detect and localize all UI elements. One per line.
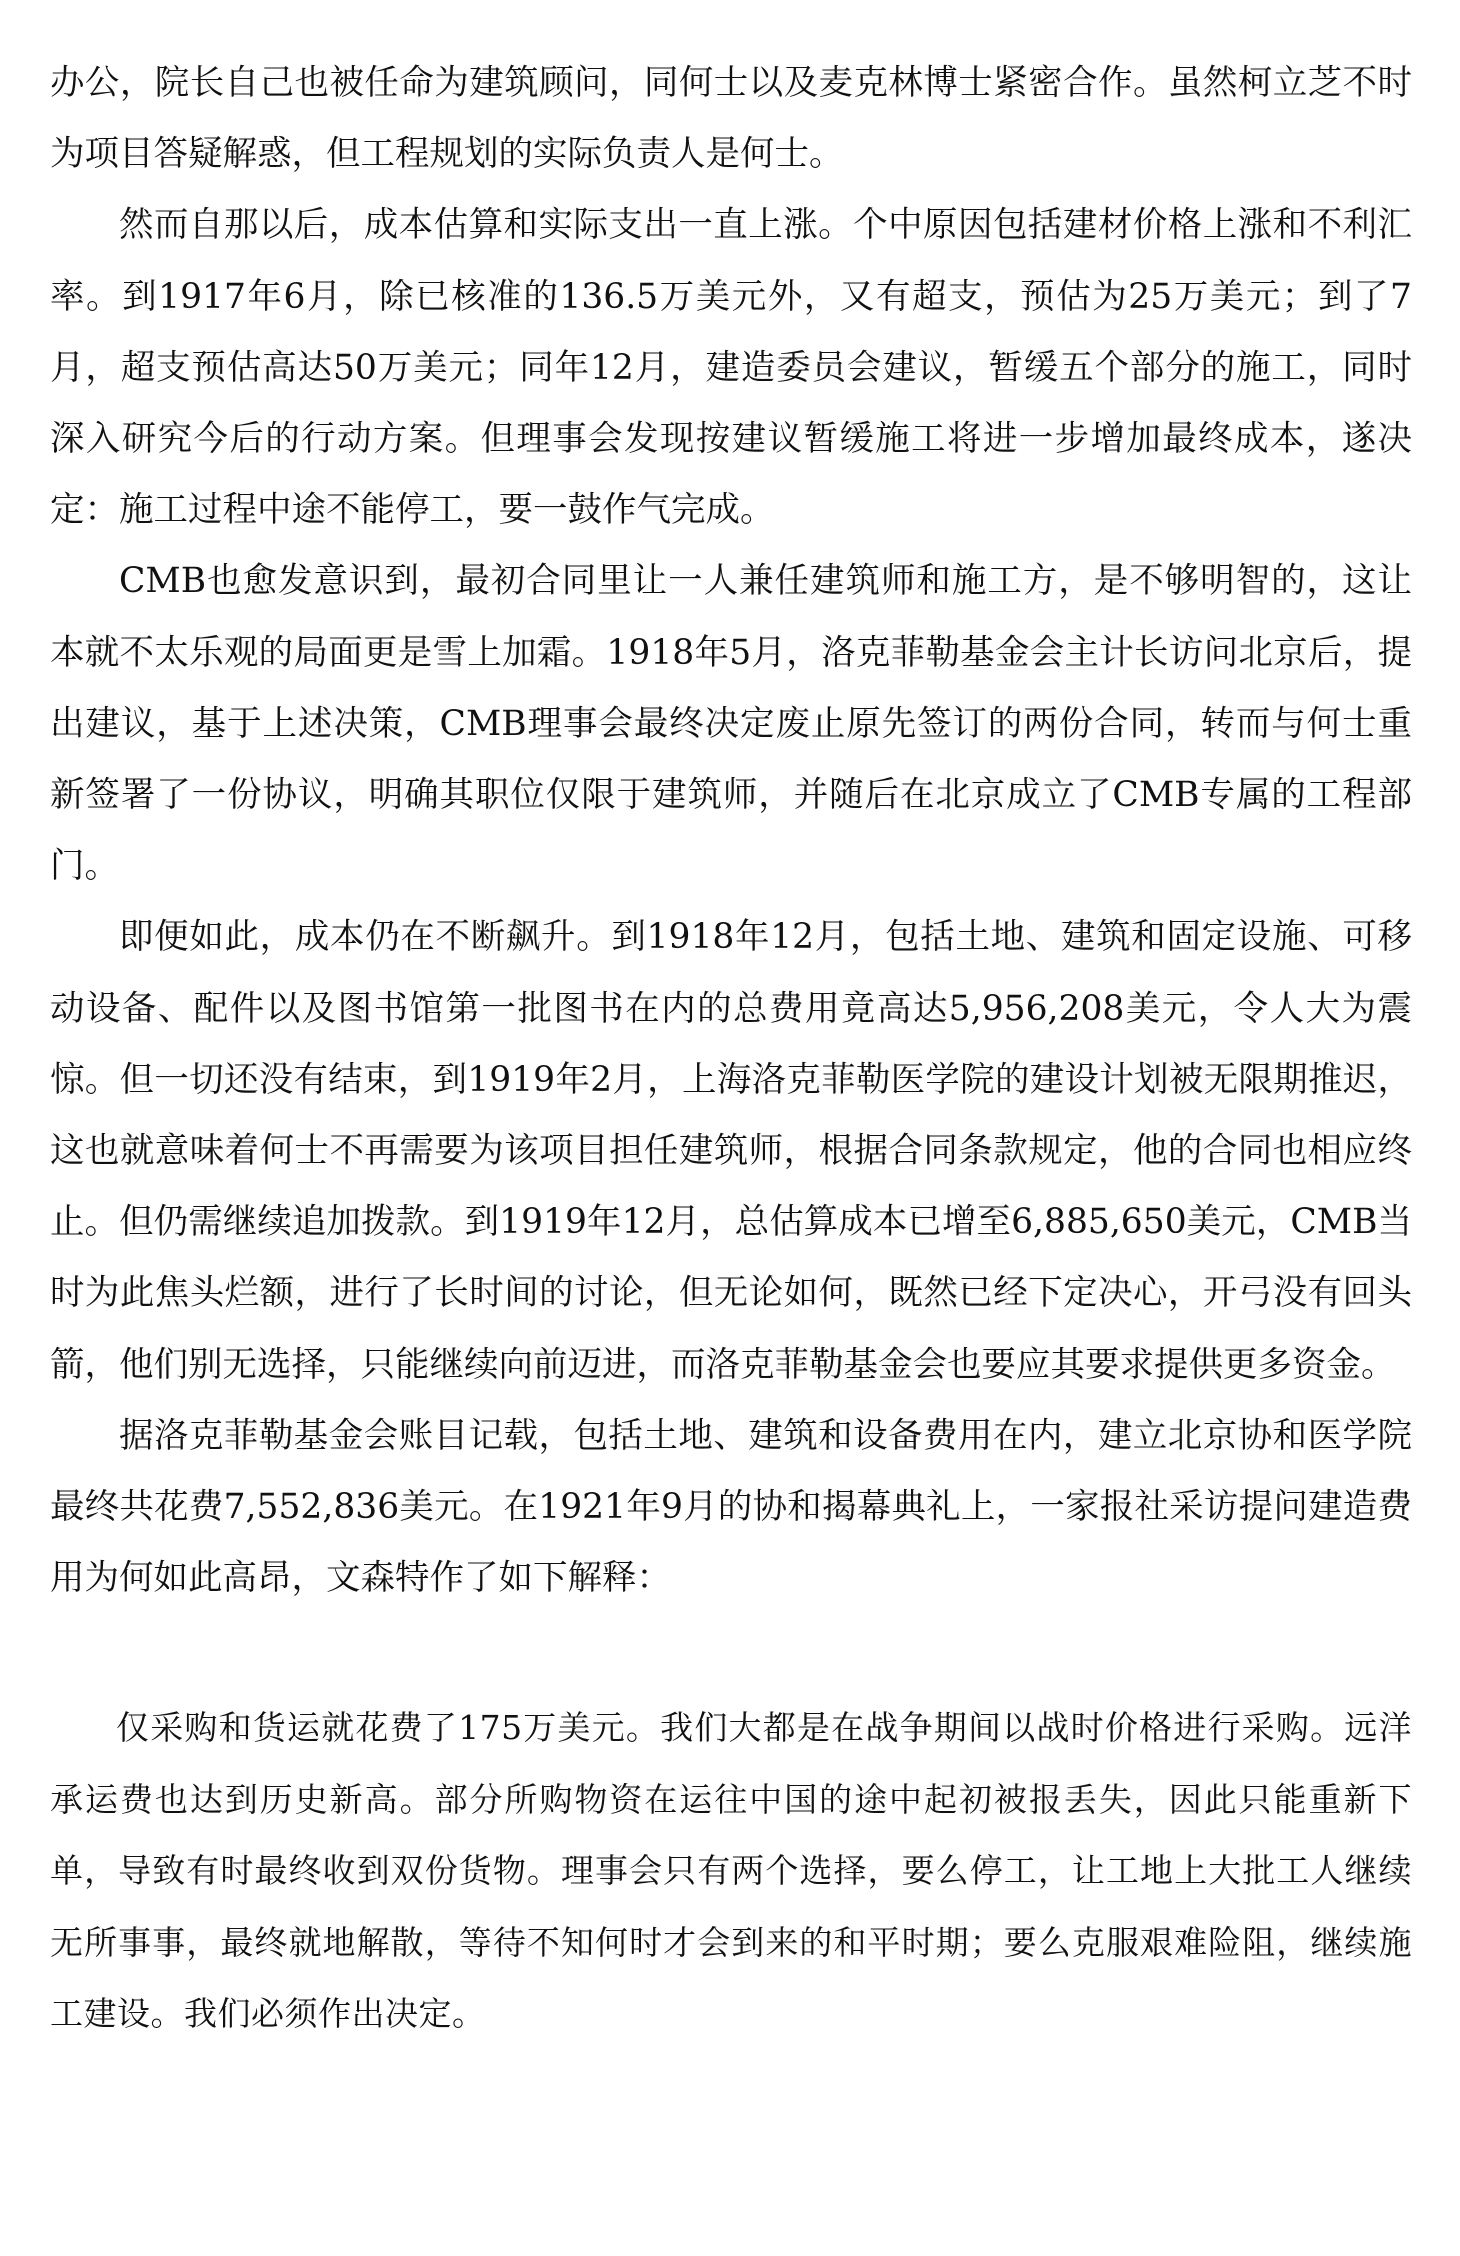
paragraph-5: 据洛克菲勒基金会账目记载，包括土地、建筑和设备费用在内，建立北京协和医学院最终共花费7,552,836美元。在1921年9月的协和揭幕典礼上，一家报社采访提问建造费用为何如此高昂，文森特作了如下解释： [50,1415,1412,1599]
paragraph-3: CMB也愈发意识到，最初合同里让一人兼任建筑师和施工方，是不够明智的，这让本就不太乐观的局面更是雪上加霜。1918年5月，洛克菲勒基金会主计长访问北京后，提出建议，基于上述决策，CMB理事会最终决定废止原先签订的两份合同，转而与何士重新签署了一份协议，明确其职位仅限于建筑师，并随后在北京成立了CMB专属的工程部门。 [50,561,1412,887]
block-quote: 仅采购和货运就花费了175万美元。我们大都是在战争期间以战时价格进行采购。远洋承运费也达到历史新高。部分所购物资在运往中国的途中起初被报丢失，因此只能重新下单，导致有时最终收到双份货物。理事会只有两个选择，要么停工，让工地上大批工人继续无所事事，最终就地解散，等待不知何时才会到来的和平时期；要么克服艰难险阻，继续施工建设。我们必须作出决定。 [50,1708,1412,2034]
quote-spacer [50,1614,1412,1692]
document-page [50,48,1412,2050]
paragraph-1: 办公，院长自己也被任命为建筑顾问，同何士以及麦克林博士紧密合作。虽然柯立芝不时为项目答疑解惑，但工程规划的实际负责人是何士。 [50,63,1412,175]
paragraph-2: 然而自那以后，成本估算和实际支出一直上涨。个中原因包括建材价格上涨和不利汇率。到1917年6月，除已核准的136.5万美元外，又有超支，预估为25万美元；到了7月，超支预估高达50万美元；同年12月，建造委员会建议，暂缓五个部分的施工，同时深入研究今后的行动方案。但理事会发现按建议暂缓施工将进一步增加最终成本，遂决定：施工过程中途不能停工，要一鼓作气完成。 [50,205,1412,531]
paragraph-4: 即便如此，成本仍在不断飙升。到1918年12月，包括土地、建筑和固定设施、可移动设备、配件以及图书馆第一批图书在内的总费用竟高达5,956,208美元，令人大为震惊。但一切还没有结束，到1919年2月，上海洛克菲勒医学院的建设计划被无限期推迟，这也就意味着何士不再需要为该项目担任建筑师，根据合同条款规定，他的合同也相应终止。但仍需继续追加拨款。到1919年12月，总估算成本已增至6,885,650美元，CMB当时为此焦头烂额，进行了长时间的讨论，但无论如何，既然已经下定决心，开弓没有回头箭，他们别无选择，只能继续向前迈进，而洛克菲勒基金会也要应其要求提供更多资金。 [50,917,1412,1385]
